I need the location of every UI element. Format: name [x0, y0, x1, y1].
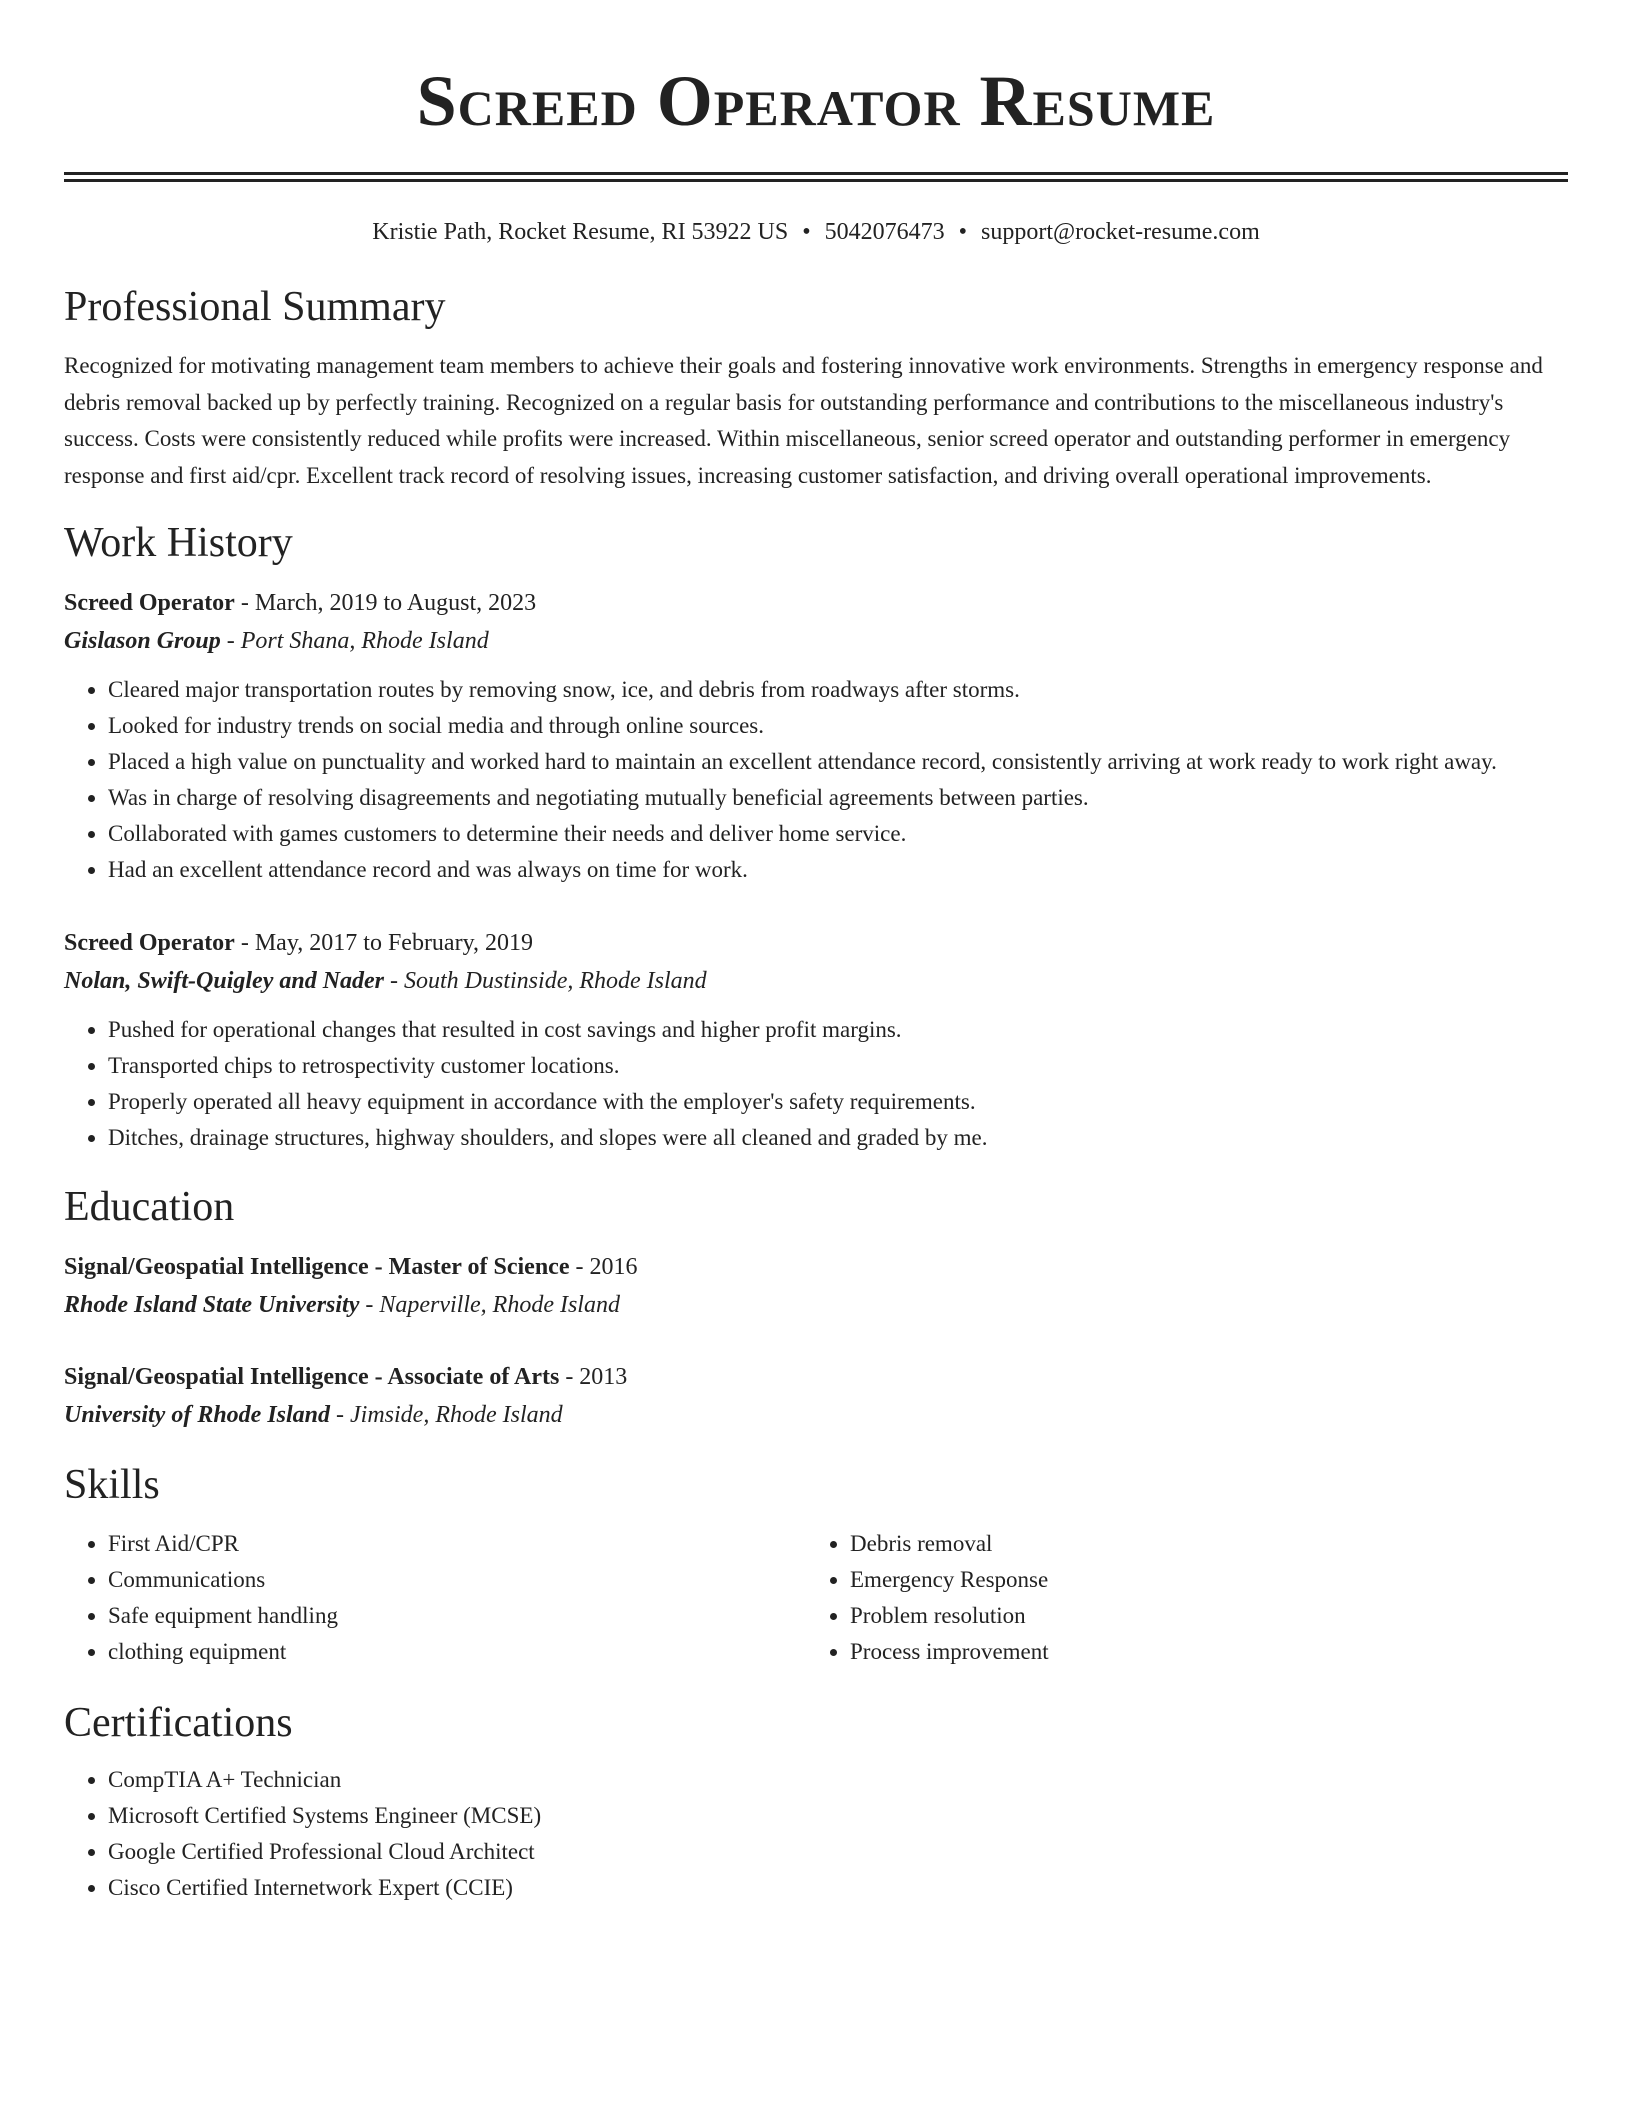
- degree: Signal/Geospatial Intelligence - Associate of Arts: [64, 1364, 560, 1390]
- job-company-line: [64, 622, 1568, 660]
- school: Rhode Island State University: [64, 1292, 360, 1318]
- skills-list: [806, 1526, 1548, 1670]
- list-item: • Looked for industry trends on social media and through online sources.: [108, 708, 1568, 744]
- list-item: • Properly operated all heavy equipment in accordance with the employer's safety requirements.: [108, 1084, 1568, 1120]
- list-item: • Placed a high value on punctuality and worked hard to maintain an excellent attendance record, consistently arriving at work ready to work right away.: [108, 744, 1568, 780]
- list-item: • Cleared major transportation routes by removing snow, ice, and debris from roadways after storms.: [108, 672, 1568, 708]
- skills-column-left: [64, 1526, 806, 1670]
- degree: Signal/Geospatial Intelligence - Master of Science: [64, 1254, 570, 1280]
- job-entry: [64, 584, 1568, 888]
- list-item: • Was in charge of resolving disagreements and negotiating mutually beneficial agreements between parties.: [108, 780, 1568, 816]
- degree-line: [64, 1358, 1568, 1396]
- job-title-line: [64, 584, 1568, 622]
- job-title: Screed Operator: [64, 930, 235, 956]
- skills-column-right: [806, 1526, 1548, 1670]
- skills-columns: [64, 1526, 1568, 1670]
- list-item: • Collaborated with games customers to determine their needs and deliver home service.: [108, 816, 1568, 852]
- list-item: • Google Certified Professional Cloud Architect: [108, 1834, 1568, 1870]
- education-entry: [64, 1358, 1568, 1434]
- list-item: • Cisco Certified Internetwork Expert (CCIE): [108, 1870, 1568, 1906]
- school-location: - Jimside, Rhode Island: [330, 1402, 563, 1428]
- title-double-rule: [64, 172, 1568, 182]
- list-item: • Transported chips to retrospectivity customer locations.: [108, 1048, 1568, 1084]
- list-item: • Problem resolution: [850, 1598, 1548, 1634]
- contact-email: support@rocket-resume.com: [981, 219, 1260, 245]
- job-bullets: [64, 1012, 1568, 1156]
- certifications-heading: Certifications: [64, 1700, 293, 1746]
- job-company-line: [64, 962, 1568, 1000]
- list-item: • Debris removal: [850, 1526, 1548, 1562]
- degree-year: - 2016: [569, 1254, 638, 1280]
- list-item: • Pushed for operational changes that resulted in cost savings and higher profit margins.: [108, 1012, 1568, 1048]
- job-dates: - March, 2019 to August, 2023: [234, 590, 537, 616]
- contact-separator: •: [958, 219, 968, 245]
- school: University of Rhode Island: [64, 1402, 331, 1428]
- certifications-list: [64, 1762, 1568, 1906]
- job-location: - South Dustinside, Rhode Island: [384, 968, 707, 994]
- summary-text: Recognized for motivating management team members to achieve their goals and fostering innovative work environments. Strengths in emergency response and debris removal backed up by perfectly training. Recognized on a regular basis for outstanding performance and contributions to the miscellaneous industry's success. Costs were consistently reduced while profits were increased. Within miscellaneous, senior screed operator and outstanding performer in emergency response and first aid/cpr. Excellent track record of resolving issues, increasing customer satisfaction, and driving overall operational improvements.: [64, 353, 1543, 488]
- list-item: • Process improvement: [850, 1634, 1548, 1670]
- list-item: • Ditches, drainage structures, highway shoulders, and slopes were all cleaned and graded by me.: [108, 1120, 1568, 1156]
- list-item: • Microsoft Certified Systems Engineer (MCSE): [108, 1798, 1568, 1834]
- school-line: [64, 1286, 1568, 1324]
- job-location: - Port Shana, Rhode Island: [220, 628, 489, 654]
- list-item: • CompTIA A+ Technician: [108, 1762, 1568, 1798]
- school-line: [64, 1396, 1568, 1434]
- job-company: Nolan, Swift-Quigley and Nader: [64, 968, 385, 994]
- education-entry: [64, 1248, 1568, 1324]
- school-location: - Naperville, Rhode Island: [359, 1292, 620, 1318]
- list-item: • Emergency Response: [850, 1562, 1548, 1598]
- contact-phone: 5042076473: [824, 219, 945, 245]
- summary-heading: Professional Summary: [64, 284, 446, 330]
- job-bullets: [64, 672, 1568, 888]
- skills-list: [64, 1526, 806, 1670]
- work-history-heading: Work History: [64, 520, 293, 566]
- list-item: • First Aid/CPR: [108, 1526, 806, 1562]
- resume-title: Screed Operator Resume: [416, 61, 1216, 141]
- job-title-line: [64, 924, 1568, 962]
- job-company: Gislason Group: [64, 628, 221, 654]
- list-item: • clothing equipment: [108, 1634, 806, 1670]
- list-item: • Safe equipment handling: [108, 1598, 806, 1634]
- job-entry: [64, 924, 1568, 1156]
- contact-line: [64, 216, 1568, 248]
- job-dates: - May, 2017 to February, 2019: [234, 930, 534, 956]
- degree-year: - 2013: [559, 1364, 628, 1390]
- skills-heading: Skills: [64, 1462, 160, 1508]
- contact-separator: •: [802, 219, 811, 245]
- list-item: • Communications: [108, 1562, 806, 1598]
- degree-line: [64, 1248, 1568, 1286]
- education-heading: Education: [64, 1184, 235, 1230]
- list-item: • Had an excellent attendance record and was always on time for work.: [108, 852, 1568, 888]
- job-title: Screed Operator: [64, 590, 235, 616]
- contact-address: Kristie Path, Rocket Resume, RI 53922 US: [372, 219, 789, 245]
